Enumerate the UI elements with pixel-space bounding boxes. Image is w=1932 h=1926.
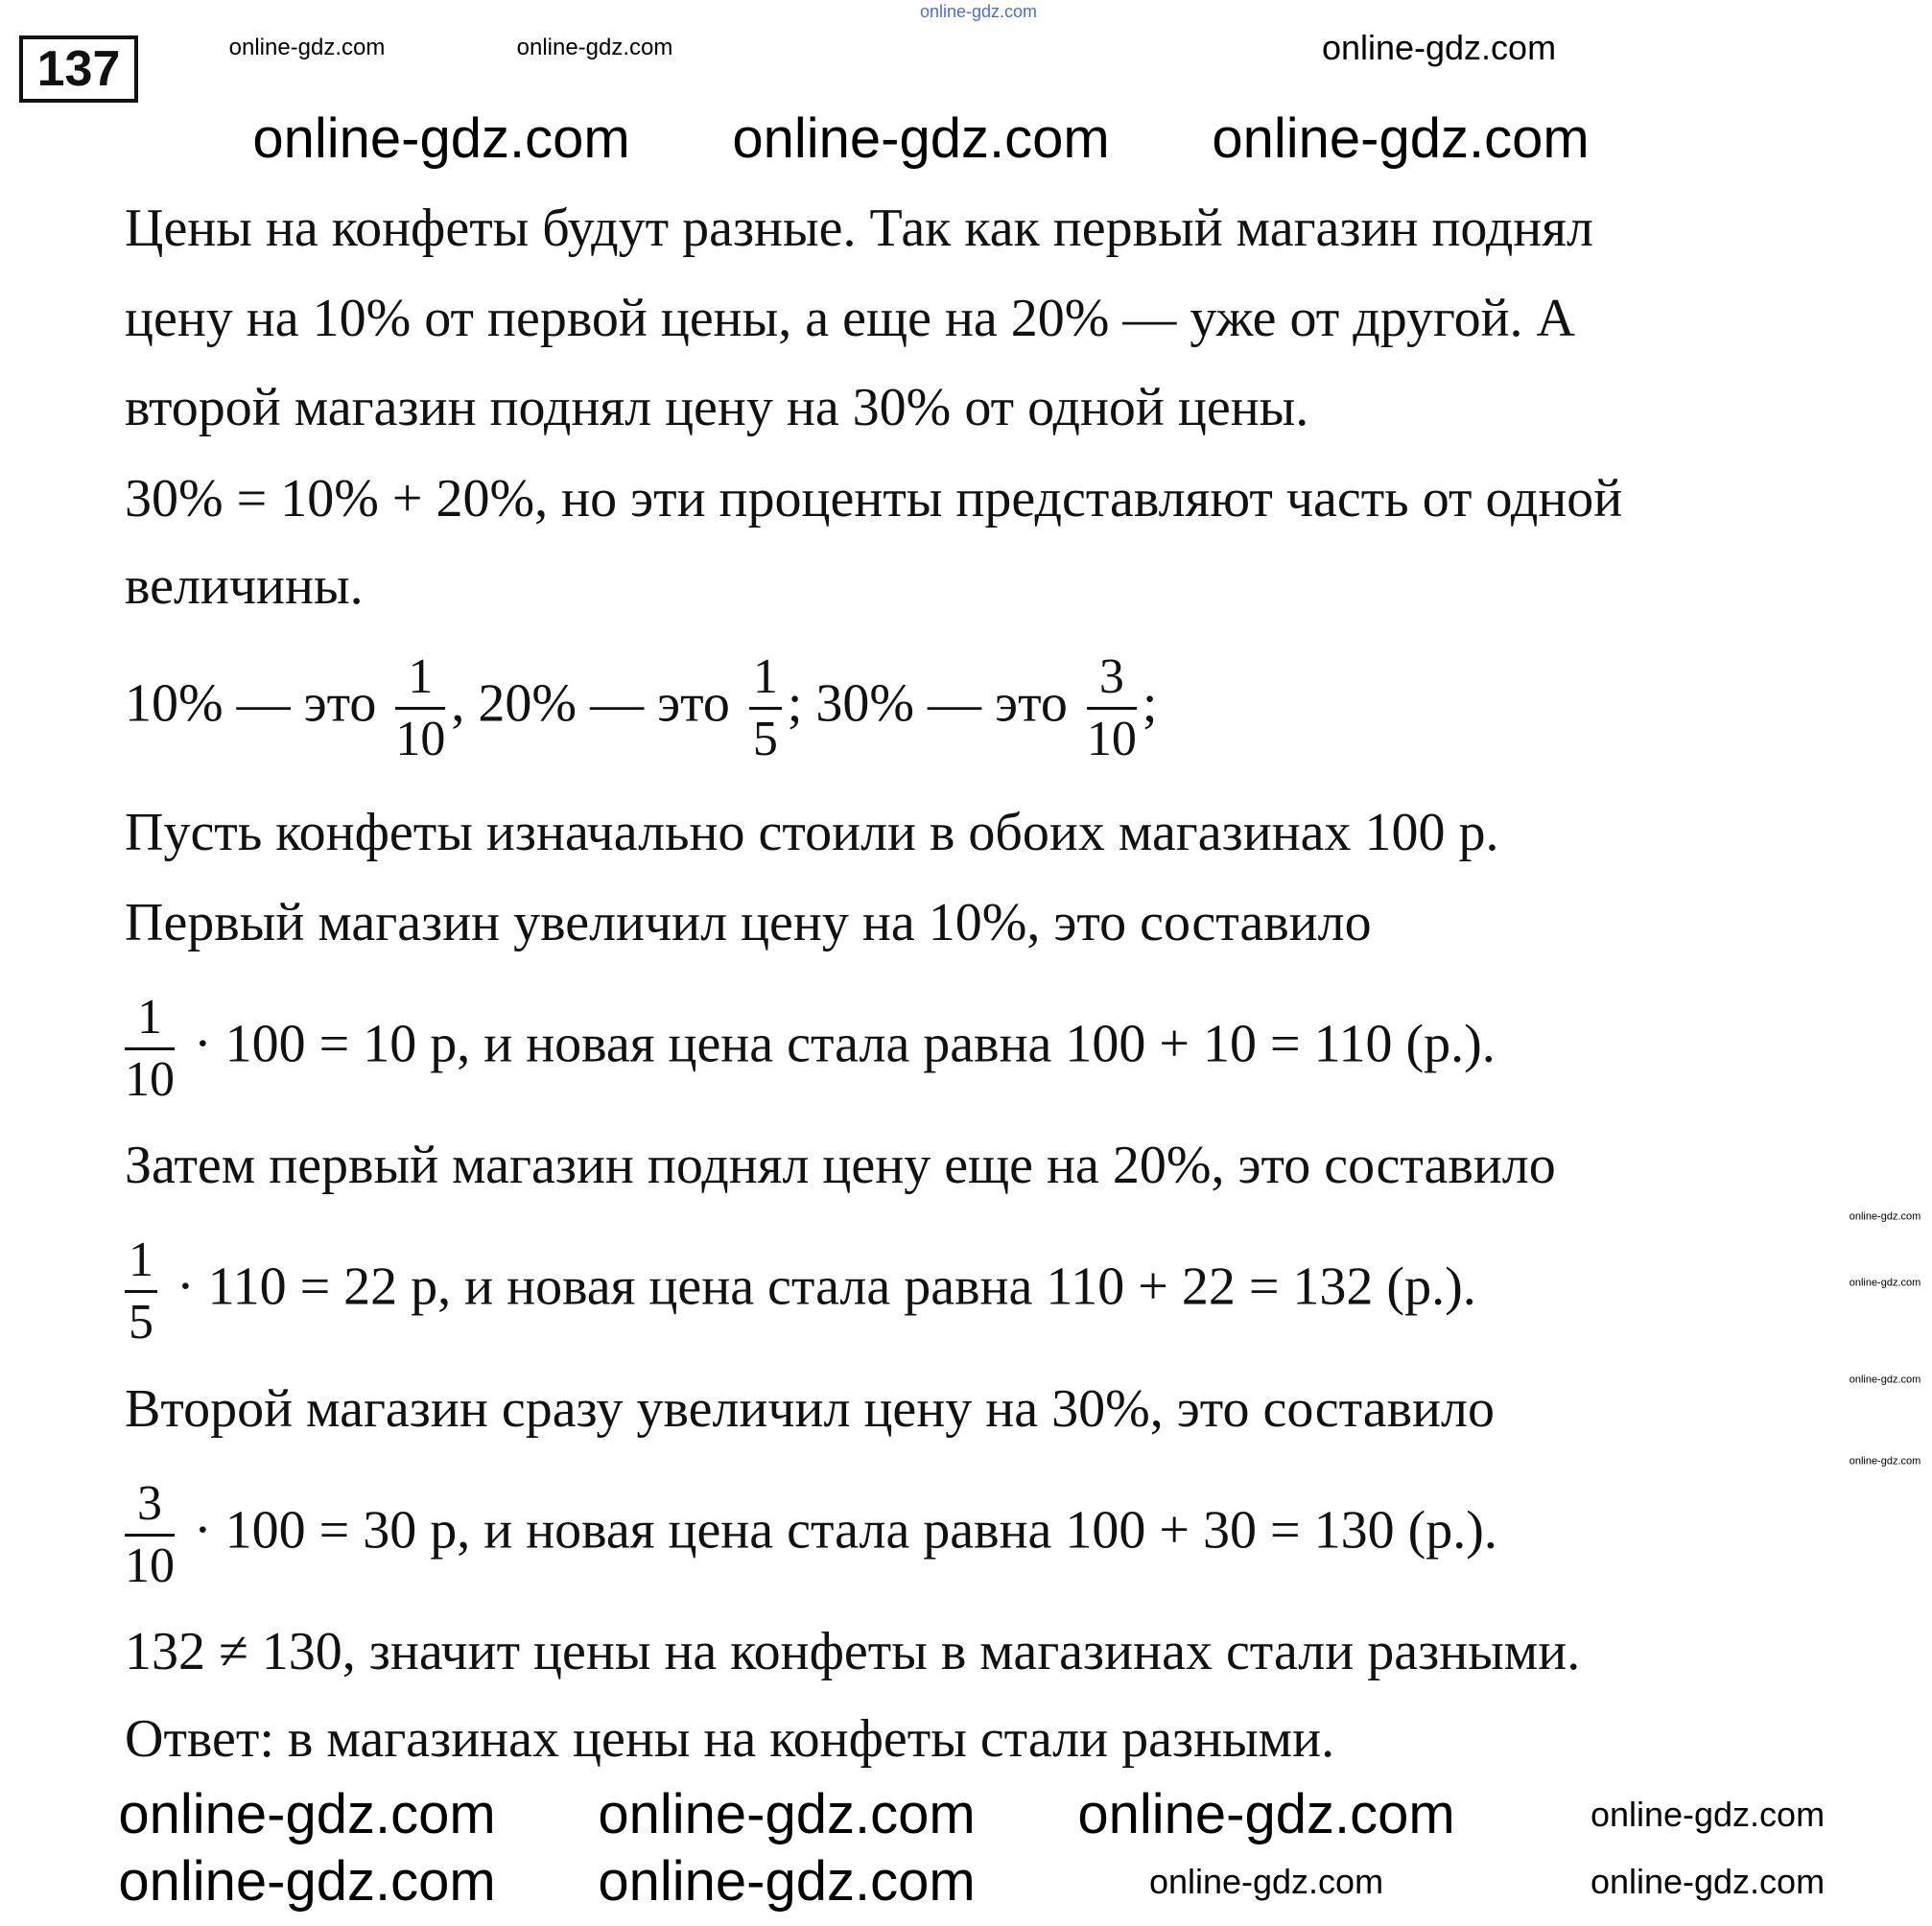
formula-line	[119, 1235, 1476, 1348]
text-line: цену на 10% от первой цены, а еще на 20% — уже от другой. А	[125, 289, 1575, 348]
text: · 110 = 22 р, и новая цена стала равна 110 + 22 = 132 (р.).	[177, 1257, 1476, 1317]
watermark: online-gdz.com	[1849, 1210, 1921, 1223]
fraction	[1086, 649, 1137, 766]
text-line: Цены на конфеты будут разные. Так как первый магазин поднял	[125, 199, 1593, 258]
watermark: online-gdz.com	[598, 1783, 976, 1845]
watermark: online-gdz.com	[1849, 1277, 1921, 1289]
watermark: online-gdz.com	[516, 35, 673, 60]
fraction	[749, 649, 782, 766]
text: ; 30% — это	[787, 673, 1068, 734]
text-line: 30% = 10% + 20%, но эти проценты представляют часть от одной	[125, 469, 1623, 528]
numerator: 1	[125, 1235, 157, 1293]
watermark: online-gdz.com	[919, 2, 1038, 21]
watermark: online-gdz.com	[1321, 28, 1557, 67]
denominator: 10	[125, 1052, 175, 1107]
fraction	[395, 649, 446, 766]
text-line: 132 ≠ 130, значит цены на конфеты в магазинах стали разными.	[125, 1622, 1581, 1681]
watermark: online-gdz.com	[118, 1850, 496, 1913]
numerator: 3	[1087, 652, 1137, 710]
fraction	[125, 1476, 175, 1593]
watermark: online-gdz.com	[1212, 107, 1590, 170]
fraction	[125, 990, 175, 1107]
denominator: 10	[395, 712, 446, 766]
watermark: online-gdz.com	[732, 107, 1110, 170]
denominator: 10	[1086, 712, 1137, 766]
text-line: Второй магазин сразу увеличил цену на 30%, это составило	[125, 1379, 1495, 1439]
watermark: online-gdz.com	[118, 1783, 496, 1845]
watermark: online-gdz.com	[228, 35, 386, 60]
text: ;	[1142, 673, 1158, 734]
watermark: online-gdz.com	[1849, 1374, 1921, 1386]
watermark: online-gdz.com	[1590, 1862, 1826, 1901]
watermark: online-gdz.com	[1849, 1455, 1921, 1468]
text: · 100 = 10 р, и новая цена стала равна 100 + 10 = 110 (р.).	[194, 1014, 1496, 1074]
numerator: 1	[749, 652, 782, 710]
text: 10% — это	[125, 673, 377, 734]
text: , 20% — это	[451, 673, 730, 734]
watermark: online-gdz.com	[252, 107, 630, 170]
text-line: Затем первый магазин поднял цену еще на 20%, это составило	[125, 1136, 1556, 1195]
numerator: 1	[125, 993, 175, 1050]
text-line: Ответ: в магазинах цены на конфеты стали разными.	[125, 1709, 1335, 1769]
numerator: 1	[395, 652, 445, 710]
text-line: второй магазин поднял цену на 30% от одной цены.	[125, 378, 1309, 437]
watermark: online-gdz.com	[1148, 1862, 1384, 1901]
denominator: 5	[129, 1295, 153, 1350]
watermark: online-gdz.com	[1590, 1795, 1826, 1834]
fractions-line	[125, 649, 1158, 766]
numerator: 3	[125, 1479, 175, 1537]
formula-line	[119, 990, 1496, 1107]
text-line: Первый магазин увеличил цену на 10%, это составило	[125, 893, 1372, 952]
denominator: 10	[125, 1538, 175, 1593]
task-number: 137	[19, 35, 138, 103]
watermark: online-gdz.com	[598, 1850, 976, 1913]
fraction	[125, 1235, 157, 1348]
denominator: 5	[752, 712, 778, 766]
text-line: величины.	[125, 556, 364, 616]
watermark: online-gdz.com	[1077, 1783, 1455, 1845]
text-line: Пусть конфеты изначально стоили в обоих магазинах 100 р.	[125, 803, 1499, 862]
formula-line	[119, 1476, 1497, 1593]
text: · 100 = 30 р, и новая цена стала равна 100 + 30 = 130 (р.).	[194, 1500, 1497, 1561]
